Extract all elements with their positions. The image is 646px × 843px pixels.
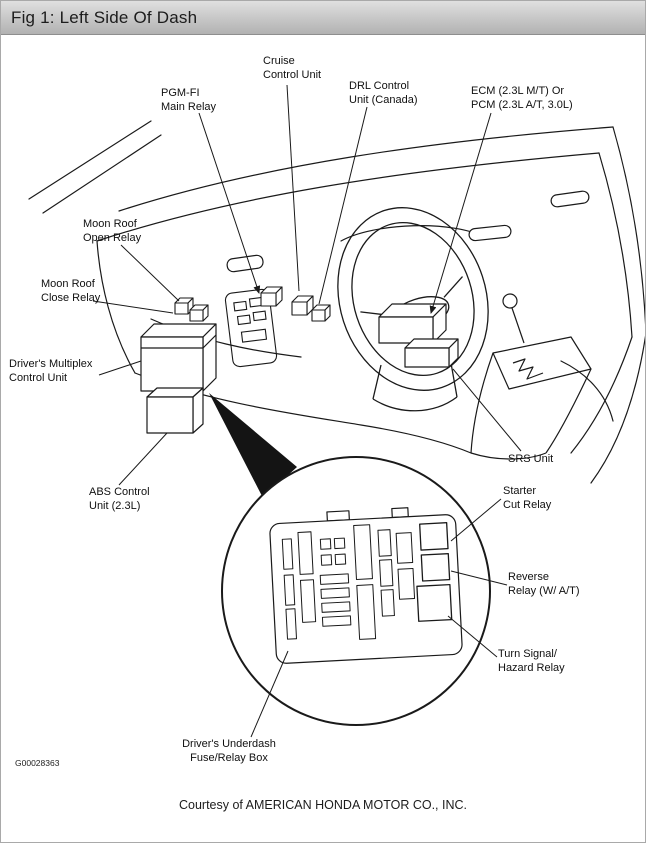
cruise-control-unit-cube bbox=[292, 296, 313, 315]
figure-title: Fig 1: Left Side Of Dash bbox=[11, 7, 198, 27]
label-turn-signal-hazard-relay: Turn Signal/ Hazard Relay bbox=[498, 648, 565, 674]
label-ecm-pcm: ECM (2.3L M/T) Or PCM (2.3L A/T, 3.0L) bbox=[471, 85, 573, 111]
moon-roof-relay-cubes bbox=[175, 298, 208, 321]
dash-body bbox=[29, 121, 646, 483]
underdash-fuse-relay-box bbox=[269, 505, 463, 664]
label-cruise-control-unit: Cruise Control Unit bbox=[263, 55, 322, 81]
pgm-fi-relay-cube bbox=[261, 287, 282, 306]
abs-control-unit-box bbox=[147, 388, 203, 433]
courtesy-credit: Courtesy of AMERICAN HONDA MOTOR CO., INC. bbox=[178, 798, 467, 812]
label-underdash-fuse-relay-box: Driver's Underdash Fuse/Relay Box bbox=[182, 738, 276, 764]
label-moon-roof-open-relay: Moon Roof Open Relay bbox=[83, 218, 142, 244]
starter-cut-relay-box bbox=[420, 523, 448, 550]
turn-signal-hazard-relay-box bbox=[417, 585, 452, 622]
label-pgm-fi-main-relay: PGM-FI Main Relay bbox=[161, 87, 217, 113]
steering-wheel bbox=[315, 188, 511, 411]
ecm-pcm-box bbox=[379, 304, 446, 343]
figure-code: G00028363 bbox=[15, 758, 60, 768]
drl-control-unit-cube bbox=[312, 305, 330, 321]
gear-shifter bbox=[471, 294, 591, 459]
dashboard-illustration bbox=[1, 1, 646, 843]
label-srs-unit: SRS Unit bbox=[508, 453, 554, 465]
label-reverse-relay: Reverse Relay (W/ A/T) bbox=[508, 571, 580, 597]
label-multiplex-control-unit: Driver's Multiplex Control Unit bbox=[9, 358, 93, 384]
label-abs-control-unit: ABS Control Unit (2.3L) bbox=[89, 486, 150, 512]
srs-unit-box bbox=[405, 339, 458, 367]
multiplex-control-unit-box bbox=[141, 324, 216, 391]
dash-vents bbox=[226, 190, 589, 272]
label-drl-control-unit: DRL Control Unit (Canada) bbox=[349, 80, 418, 106]
label-moon-roof-close-relay: Moon Roof Close Relay bbox=[41, 278, 101, 304]
label-starter-cut-relay: Starter Cut Relay bbox=[503, 485, 552, 511]
reverse-relay-box bbox=[421, 554, 449, 581]
